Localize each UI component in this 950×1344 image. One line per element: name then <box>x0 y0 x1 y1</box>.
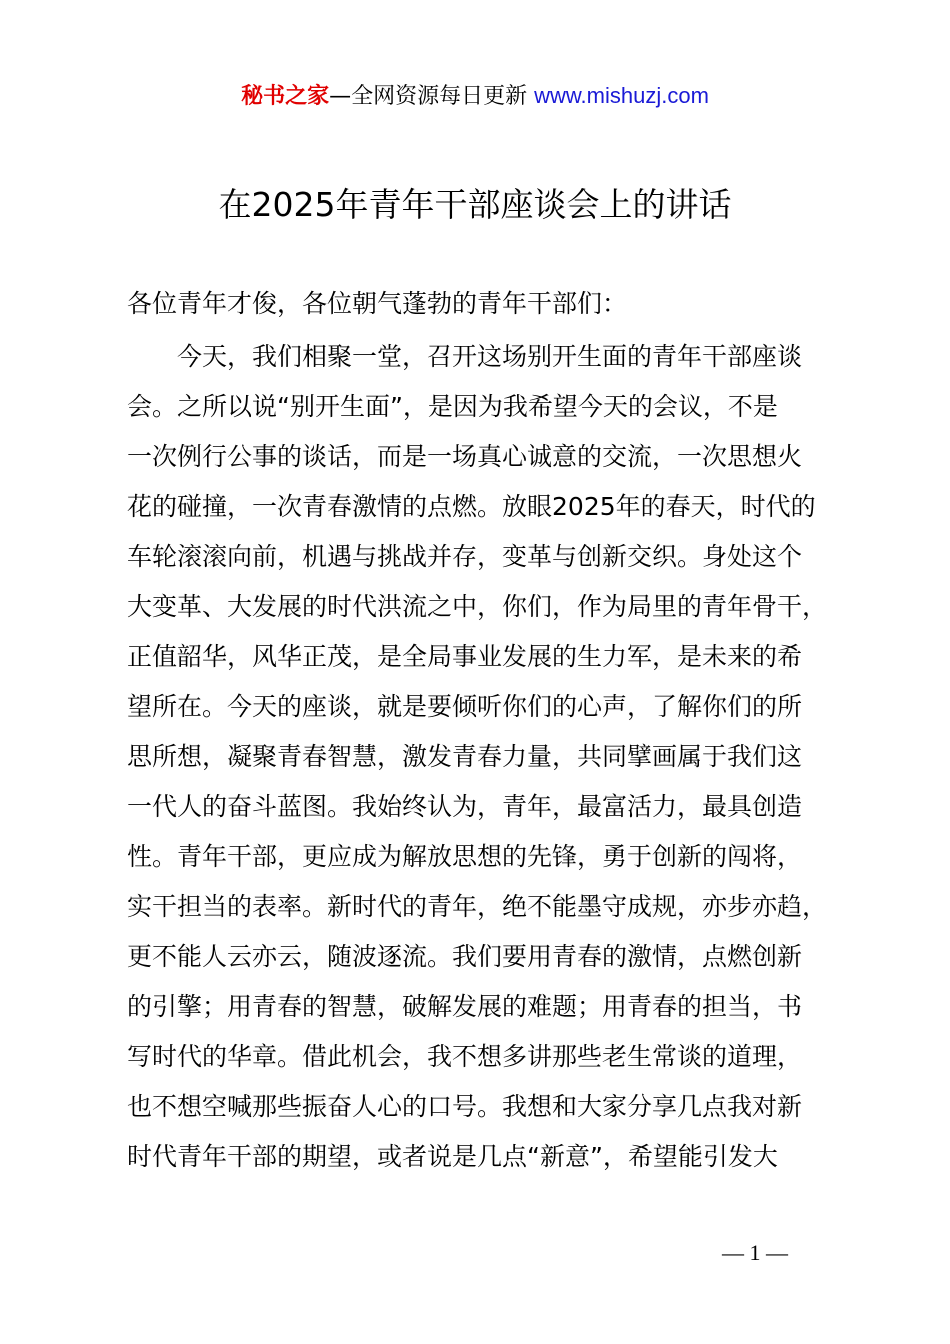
paragraph-line: 今天，我们相聚一堂，召开这场别开生面的青年干部座谈 <box>177 342 803 371</box>
paragraph-line: 望所在。今天的座谈，就是要倾听你们的心声，了解你们的所 <box>127 692 803 721</box>
paragraph-line: 一次例行公事的谈话，而是一场真心诚意的交流，一次思想火 <box>127 442 803 471</box>
paragraph-line: 的引擎；用青春的智慧，破解发展的难题；用青春的担当，书 <box>127 992 803 1021</box>
paragraph-line: 思所想，凝聚青春智慧，激发青春力量，共同擘画属于我们这 <box>127 742 803 771</box>
brand-name: 秘书之家 <box>241 84 330 109</box>
header-tagline: —全网资源每日更新 <box>329 84 528 109</box>
paragraph-line: 车轮滚滚向前，机遇与挑战并存，变革与创新交织。身处这个 <box>127 542 803 571</box>
paragraph-line: 正值韶华，风华正茂，是全局事业发展的生力军，是未来的希 <box>127 642 803 671</box>
paragraph-line: 实干担当的表率。新时代的青年，绝不能墨守成规，亦步亦趋， <box>127 892 828 921</box>
site-header <box>0 80 950 113</box>
paragraph-line: 也不想空喊那些振奋人心的口号。我想和大家分享几点我对新 <box>127 1092 803 1121</box>
document-title: 在2025年青年干部座谈会上的讲话 <box>218 185 732 224</box>
site-url-link[interactable]: www.mishuzj.com <box>534 83 709 108</box>
paragraph-line: 花的碰撞，一次青春激情的点燃。放眼2025年的春天，时代的 <box>127 492 816 521</box>
paragraph-line: 会。之所以说“别开生面”，是因为我希望今天的会议，不是 <box>127 392 778 421</box>
paragraph-line: 一代人的奋斗蓝图。我始终认为，青年，最富活力，最具创造 <box>127 792 803 821</box>
paragraph-line: 更不能人云亦云，随波逐流。我们要用青春的激情，点燃创新 <box>127 942 803 971</box>
paragraph-line: 时代青年干部的期望，或者说是几点“新意”，希望能引发大 <box>127 1142 778 1171</box>
body-paragraph <box>127 334 827 1184</box>
paragraph-line: 大变革、大发展的时代洪流之中，你们，作为局里的青年骨干， <box>127 592 828 621</box>
salutation: 各位青年才俊，各位朝气蓬勃的青年干部们： <box>127 289 628 318</box>
page-number: — 1 — <box>722 1240 788 1265</box>
paragraph-line: 性。青年干部，更应成为解放思想的先锋，勇于创新的闯将， <box>127 842 803 871</box>
paragraph-line: 写时代的华章。借此机会，我不想多讲那些老生常谈的道理， <box>127 1042 803 1071</box>
